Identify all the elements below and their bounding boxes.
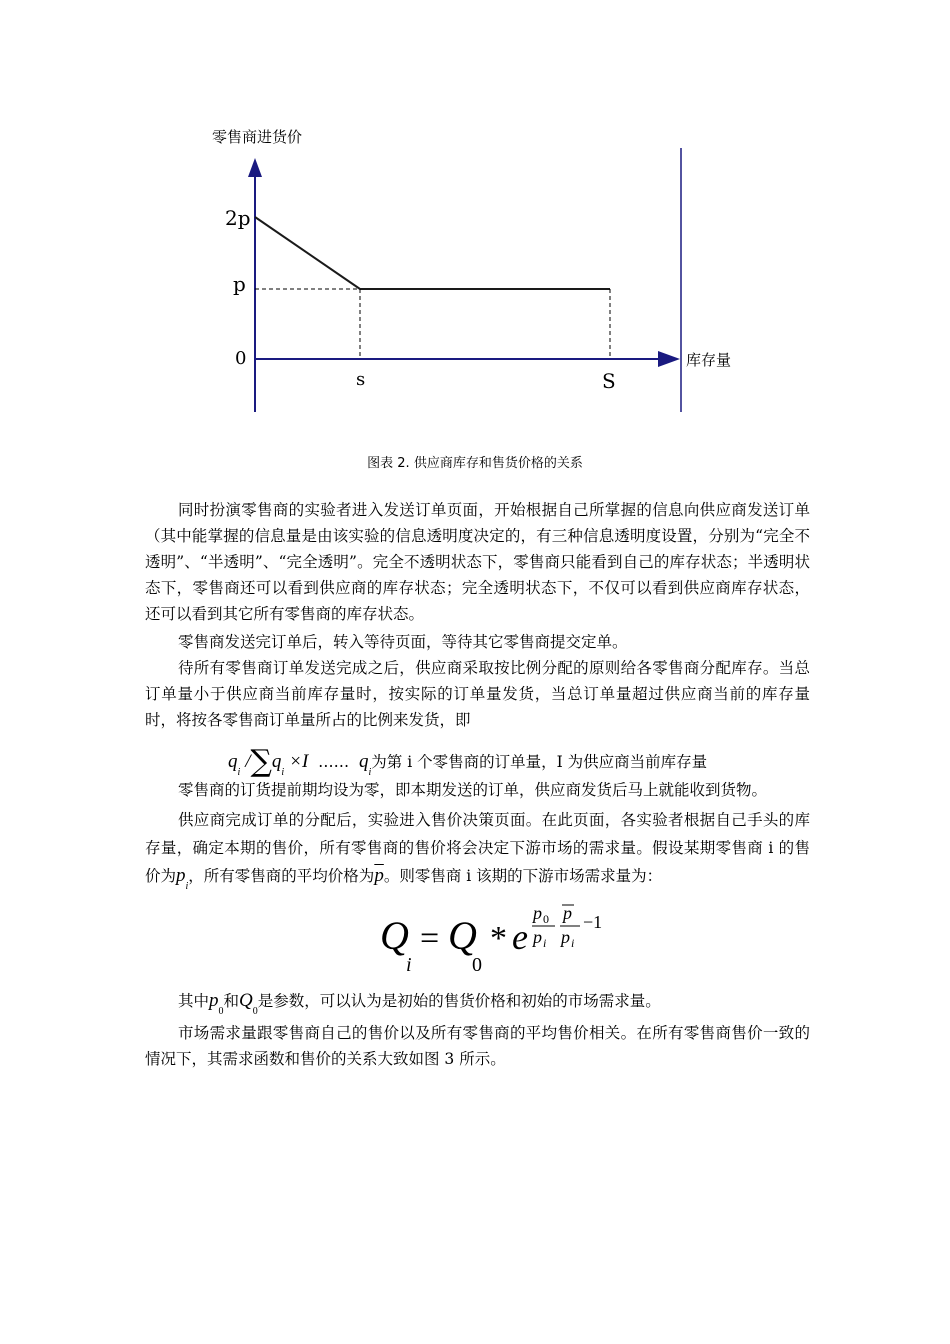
pricing-p-bar: $\overline{p}$: [374, 865, 384, 886]
y-axis-title: 零售商进货价: [212, 128, 303, 146]
params-p0-sub: 0: [218, 1006, 224, 1017]
eq-Q0: Q: [448, 913, 477, 958]
formula-q: q: [228, 751, 238, 772]
params-text-a: 其中: [178, 992, 210, 1010]
formula-q3: q: [359, 751, 369, 772]
eq-pi-den2-sub: i: [571, 936, 575, 950]
eq-star: *: [490, 920, 507, 957]
pricing-text-b: ，所有零售商的平均价格为: [188, 867, 375, 885]
formula-subscript-i3: i: [368, 767, 372, 778]
params-Q0-sub: 0: [252, 1006, 258, 1017]
y-axis-arrow: [248, 158, 262, 177]
pricing-p-i: p: [176, 865, 186, 886]
price-inventory-chart: [0, 0, 950, 430]
eq-p0-num: p: [533, 903, 542, 923]
paragraph-pricing: [145, 806, 810, 893]
paragraph-waiting-page: 零售商发送完订单后，转入等待页面，等待其它零售商提交定单。: [178, 633, 628, 651]
formula-subscript-i2: i: [281, 767, 285, 778]
x-tick-S: S: [602, 369, 616, 393]
figure-caption: 图表 2. 供应商库存和售货价格的关系: [367, 456, 583, 471]
y-tick-2p: 2p: [225, 206, 251, 230]
params-Q0: Q: [239, 990, 253, 1011]
params-and: 和: [223, 992, 240, 1010]
params-p0: p: [209, 990, 219, 1011]
eq-Q: Q: [380, 913, 409, 958]
eq-equals: =: [420, 920, 440, 957]
pricing-p-i-subscript: i: [185, 881, 189, 892]
eq-p0-sub: 0: [543, 912, 549, 926]
pricing-text-c: 。则零售商 i 该期的下游市场需求量为：: [383, 867, 663, 885]
demand-equation: [380, 895, 640, 975]
eq-minus-one: −1: [583, 912, 603, 932]
x-axis-arrow: [658, 351, 680, 367]
paragraph-demand-relation: 市场需求量跟零售商自己的售价以及所有零售商的平均售价相关。在所有零售商售价一致的情况下，其需求函数和售价的关系大致如图 3 所示。: [145, 1024, 810, 1068]
eq-pbar-num: p: [563, 903, 572, 923]
pricing-text-a: 供应商完成订单的分配后，实验进入售价决策页面。在此页面，各实验者根据自己手头的库存量，确定本期的售价，所有零售商的售价将会决定下游市场的需求量。假设某期零售商 i 的售价为: [145, 811, 810, 885]
eq-subscript-0: 0: [472, 954, 482, 975]
paragraph-lead-time: 零售商的订货提前期均设为零，即本期发送的订单，供应商发货后马上就能收到货物。: [178, 781, 768, 799]
eq-e: e: [512, 917, 528, 957]
eq-subscript-i: i: [406, 954, 412, 975]
eq-pi-den2: p: [561, 927, 570, 947]
formula-description: 为第 i 个零售商的订单量，I 为供应商当前库存量: [371, 753, 708, 771]
formula-sum-sign: ∑: [250, 744, 272, 779]
paragraph-parameters: [145, 988, 810, 1017]
formula-subscript-i: i: [237, 767, 241, 778]
paragraph-order-page: 同时扮演零售商的实验者进入发送订单页面，开始根据自己所掌握的信息向供应商发送订单（其中能掌握的信息量是由该实验的信息透明度决定的，有三种信息透明度设置，分别为“完全不透明”、“半透明”、“完全透明”。完全不透明状态下，零售商只能看到自己的库存状态；半透明状态下，零售商还可以看到供应商的库存状态；完全透明状态下，不仅可以看到供应商库存状态，还可以看到其它所有零售商的库存状态。: [145, 501, 810, 623]
origin-label: 0: [235, 348, 247, 369]
price-slope-segment: [255, 217, 360, 289]
formula-slash: /: [245, 751, 251, 772]
formula-q2: q: [271, 751, 282, 772]
formula-dots: ……: [318, 753, 350, 771]
eq-pi-den: p: [533, 927, 542, 947]
x-tick-s: s: [356, 369, 366, 390]
paragraph-allocation: 待所有零售商订单发送完成之后，供应商采取按比例分配的原则给各零售商分配库存。当总订单量小于供应商当前库存量时，按实际的订单量发货，当总订单量超过供应商当前的库存量时，将按各零售商订单量所占的比例来发货，即: [145, 659, 810, 729]
allocation-formula: [228, 740, 708, 779]
params-text-b: 是参数，可以认为是初始的售货价格和初始的市场需求量。: [257, 992, 661, 1010]
y-tick-p: p: [233, 272, 246, 296]
x-axis-title: 库存量: [686, 351, 732, 369]
eq-pi-den-sub: i: [543, 936, 547, 950]
formula-times-I: ×I: [289, 751, 309, 772]
